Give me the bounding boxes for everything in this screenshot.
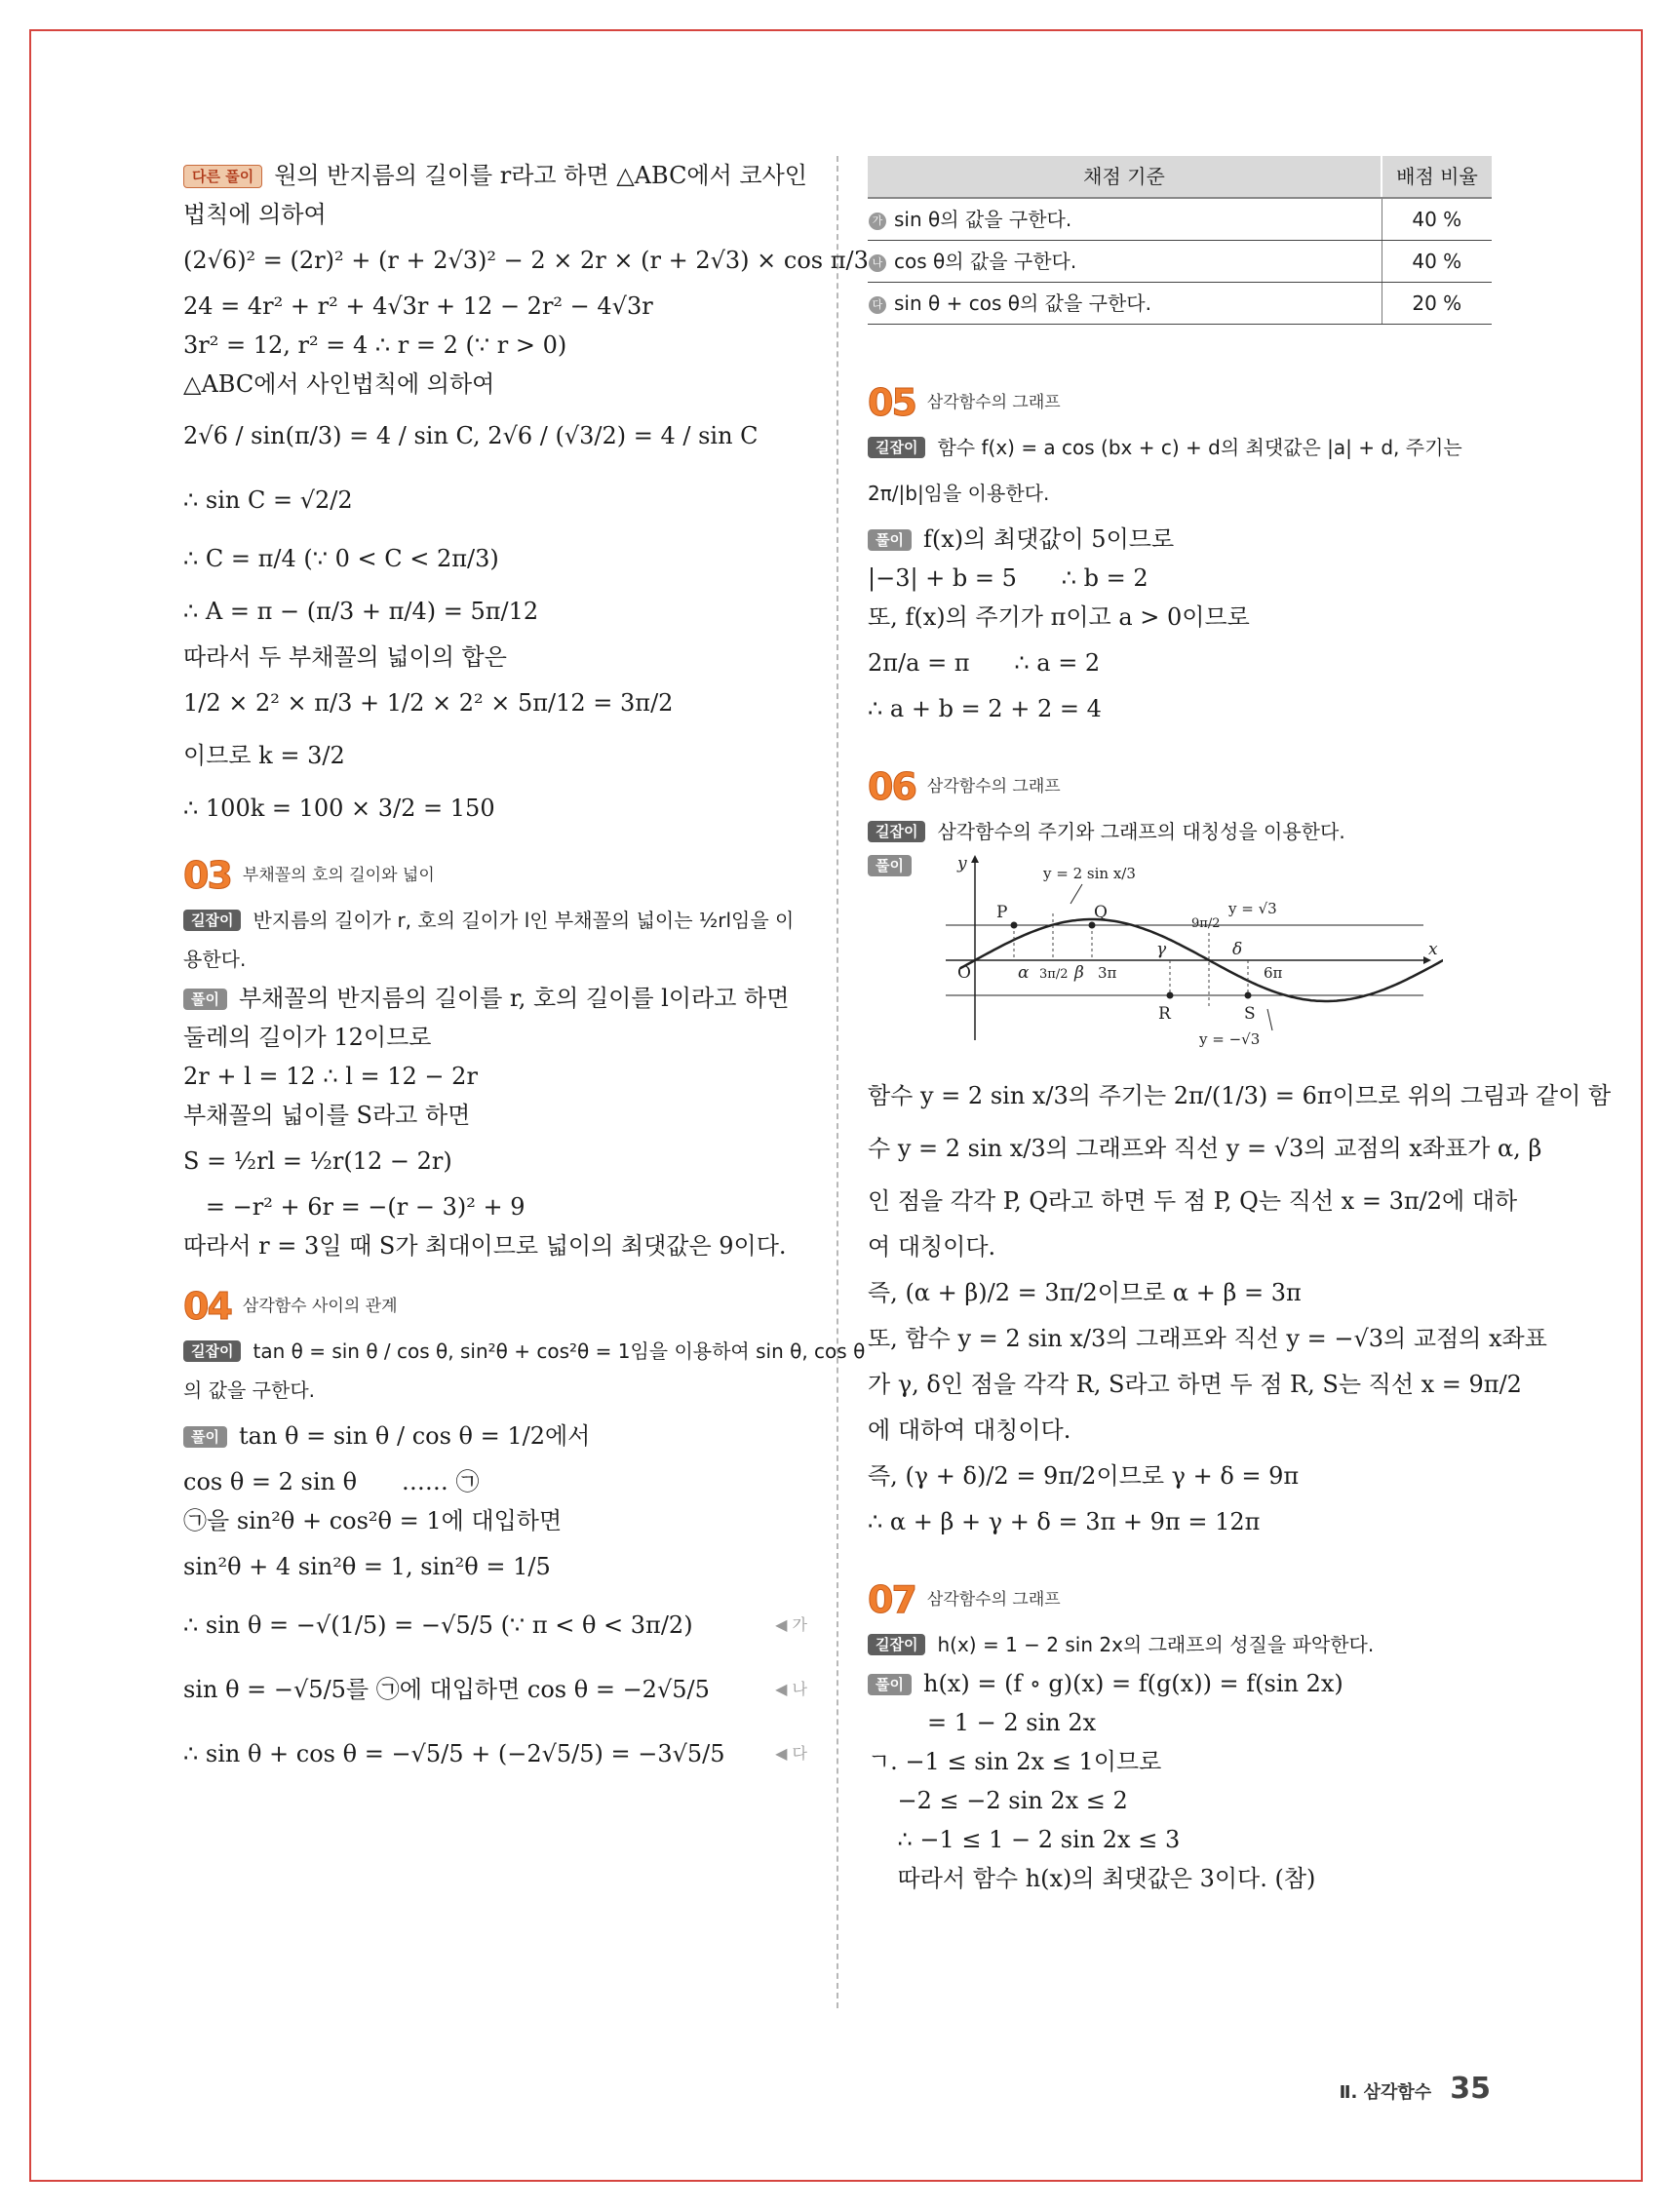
text-line: 법칙에 의하여 (183, 201, 327, 228)
equation-line: ∴ sin C = √2/2 (183, 486, 353, 514)
label-9pi-over-2: 9π/2 (1191, 916, 1221, 931)
equation-line: h(x) = (f ∘ g)(x) = f(g(x)) = f(sin 2x) (922, 1670, 1343, 1697)
label-x: x (1428, 940, 1438, 959)
section-title: 삼각함수의 그래프 (926, 1590, 1061, 1610)
text-line: 가 γ, δ인 점을 각각 R, S라고 하면 두 점 R, S는 직선 x = 9π/2 (868, 1371, 1522, 1398)
sine-graph (868, 855, 1492, 1050)
guide-text: 2π/|b|임을 이용한다. (868, 482, 1050, 505)
table-cell: 20 % (1382, 283, 1492, 325)
text-line: 부채꼴의 반지름의 길이를 r, 호의 길이를 l이라고 하면 (238, 985, 790, 1012)
guide-badge: 길잡이 (868, 1634, 925, 1655)
section-header-04 (183, 1287, 807, 1326)
guide-text: 반지름의 길이가 r, 호의 길이가 l인 부채꼴의 넓이는 ½rl임을 이 (253, 909, 795, 932)
table-row (868, 241, 1492, 283)
label-3pi: 3π (1098, 964, 1117, 982)
equation-line: ∴ C = π/4 (∵ 0 < C < 2π/3) (183, 545, 499, 572)
label-curve: y = 2 sin x/3 (1043, 865, 1136, 882)
point-s (1245, 992, 1252, 999)
marker-ga: ◀ 가 (775, 1615, 807, 1634)
guide-badge: 길잡이 (868, 437, 925, 458)
table-header: 배점 비율 (1382, 156, 1492, 198)
label-line-bottom: y = −√3 (1199, 1030, 1261, 1048)
table-cell: cos θ의 값을 구한다. (894, 250, 1077, 273)
text-line: △ABC에서 사인법칙에 의하여 (183, 370, 495, 398)
text-line: 둘레의 길이가 12이므로 (183, 1024, 432, 1051)
marker-na: ◀ 나 (775, 1680, 807, 1698)
solution-badge: 풀이 (868, 529, 912, 551)
guide-text: 용한다. (183, 948, 247, 971)
right-column (868, 156, 1612, 1898)
text-line: 따라서 함수 h(x)의 최댓값은 3이다. (참) (868, 1865, 1316, 1892)
table-row (868, 283, 1492, 325)
label-q: Q (1094, 903, 1108, 922)
y-axis-arrow-icon (971, 855, 979, 863)
text-line: 여 대칭이다. (868, 1233, 996, 1261)
text-line: 인 점을 각각 P, Q라고 하면 두 점 P, Q는 직선 x = 3π/2에 대하 (868, 1187, 1518, 1215)
text-line: 에 대하여 대칭이다. (868, 1416, 1071, 1444)
text-line: 또, f(x)의 주기가 π이고 a > 0이므로 (868, 603, 1250, 631)
solution-badge: 풀이 (868, 855, 912, 876)
section-number: 05 (868, 381, 915, 424)
page-number: 35 (1450, 2072, 1491, 2106)
section-title: 삼각함수의 그래프 (926, 393, 1061, 412)
equation-line: sin²θ + 4 sin²θ = 1, sin²θ = 1/5 (183, 1553, 551, 1580)
text-line: 또, 함수 y = 2 sin x/3의 그래프와 직선 y = −√3의 교점의 x좌표 (868, 1325, 1547, 1352)
equation-line: S = ½rl = ½r(12 − 2r) (183, 1147, 452, 1175)
text-line: ㉠을 sin²θ + cos²θ = 1에 대입하면 (183, 1507, 563, 1534)
section-title: 삼각함수 사이의 관계 (242, 1297, 398, 1316)
text-line: 원의 반지름의 길이를 r라고 하면 △ABC에서 코사인 (274, 162, 807, 189)
equation-line: |−3| + b = 5 ∴ b = 2 (868, 564, 1148, 592)
section-header-06 (868, 767, 1492, 806)
equation-line: 이므로 k = 3/2 (183, 742, 345, 769)
pointer-line-bottom (1267, 1009, 1272, 1030)
guide-badge: 길잡이 (183, 910, 241, 931)
label-line-top: y = √3 (1228, 900, 1277, 917)
label-beta: β (1074, 963, 1084, 983)
equation-line: 2r + l = 12 ∴ l = 12 − 2r (183, 1063, 478, 1090)
table-row (868, 198, 1492, 241)
mark-icon: 가 (869, 213, 886, 230)
equation-line: = 1 − 2 sin 2x (868, 1709, 1097, 1736)
guide-text: tan θ = sin θ / cos θ, sin²θ + cos²θ = 1임을 이용하여 sin θ, cos θ (253, 1339, 866, 1363)
equation-line: ∴ α + β + γ + δ = 3π + 9π = 12π (868, 1508, 1261, 1535)
text-line: 부채꼴의 넓이를 S라고 하면 (183, 1102, 471, 1129)
equation-line: 2√6 / sin(π/3) = 4 / sin C, 2√6 / (√3/2) = 4 / sin C (183, 422, 759, 449)
graph-svg (936, 855, 1443, 1050)
equation-line: cos θ = 2 sin θ …… ㉠ (183, 1468, 480, 1495)
equation-line: 즉, (γ + δ)/2 = 9π/2이므로 γ + δ = 9π (868, 1462, 1300, 1490)
equation-line: 2π/a = π ∴ a = 2 (868, 649, 1101, 677)
label-p: P (996, 903, 1008, 922)
label-s: S (1244, 1004, 1256, 1024)
equation-line: tan θ = sin θ / cos θ = 1/2에서 (238, 1422, 591, 1450)
section-number: 04 (183, 1285, 231, 1328)
scoring-table (868, 156, 1492, 325)
label-r: R (1158, 1004, 1171, 1024)
footer-section: Ⅱ. 삼각함수 (1339, 2082, 1432, 2103)
table-cell: sin θ + cos θ의 값을 구한다. (894, 291, 1151, 315)
page-footer (1340, 2072, 1491, 2106)
guide-text: 의 값을 구한다. (183, 1378, 315, 1402)
text-line: 수 y = 2 sin x/3의 그래프와 직선 y = √3의 교점의 x좌표가 α, β (868, 1135, 1542, 1162)
equation-line: ∴ A = π − (π/3 + π/4) = 5π/12 (183, 598, 539, 625)
section-title: 부채꼴의 호의 길이와 넓이 (242, 866, 435, 885)
point-p (1011, 922, 1018, 929)
equation-line: 24 = 4r² + r² + 4√3r + 12 − 2r² − 4√3r (183, 292, 653, 320)
text-line: f(x)의 최댓값이 5이므로 (922, 525, 1175, 553)
equation-line: (2√6)² = (2r)² + (r + 2√3)² − 2 × 2r × (r + 2√3) × cos π/3 (183, 247, 869, 274)
solution-badge: 풀이 (868, 1674, 912, 1695)
label-delta: δ (1232, 940, 1243, 959)
table-cell: 40 % (1382, 241, 1492, 283)
text-line: ㄱ. −1 ≤ sin 2x ≤ 1이므로 (868, 1748, 1162, 1775)
solution-badge: 풀이 (183, 989, 227, 1010)
alt-solution-badge: 다른 풀이 (183, 165, 262, 188)
equation-line: ∴ −1 ≤ 1 − 2 sin 2x ≤ 3 (868, 1826, 1181, 1853)
equation-line: sin θ = −√5/5를 ㉠에 대입하면 cos θ = −2√5/5 (183, 1676, 710, 1703)
equation-line: ∴ sin θ + cos θ = −√5/5 + (−2√5/5) = −3√5/5 (183, 1740, 725, 1767)
label-origin: O (957, 963, 971, 983)
label-gamma: γ (1156, 940, 1167, 959)
table-header: 채점 기준 (868, 156, 1382, 198)
table-cell: sin θ의 값을 구한다. (894, 208, 1072, 231)
guide-badge: 길잡이 (868, 821, 925, 842)
equation-line: −2 ≤ −2 sin 2x ≤ 2 (868, 1787, 1128, 1814)
section-title: 삼각함수의 그래프 (926, 777, 1061, 796)
marker-da: ◀ 다 (775, 1744, 807, 1763)
guide-text: h(x) = 1 − 2 sin 2x의 그래프의 성질을 파악한다. (937, 1633, 1375, 1656)
label-y: y (957, 855, 967, 873)
equation-line: = −r² + 6r = −(r − 3)² + 9 (183, 1193, 526, 1221)
mark-icon: 다 (869, 296, 886, 314)
text-line: 따라서 두 부채꼴의 넓이의 합은 (183, 643, 507, 671)
equation-line: ∴ 100k = 100 × 3/2 = 150 (183, 795, 495, 822)
table-cell: 40 % (1382, 198, 1492, 241)
section-number: 03 (183, 854, 231, 897)
left-column (183, 156, 869, 1786)
label-alpha: α (1018, 963, 1030, 983)
label-3pi-over-2: 3π/2 (1039, 967, 1069, 982)
column-divider (837, 156, 838, 2008)
equation-line: ∴ sin θ = −√(1/5) = −√5/5 (∵ π < θ < 3π/2) (183, 1611, 693, 1639)
equation-line: 1/2 × 2² × π/3 + 1/2 × 2² × 5π/12 = 3π/2 (183, 689, 674, 717)
guide-text: 함수 f(x) = a cos (bx + c) + d의 최댓값은 |a| + d, 주기는 (937, 436, 1462, 459)
point-q (1089, 922, 1096, 929)
label-6pi: 6π (1264, 964, 1283, 982)
text-line: 함수 y = 2 sin x/3의 주기는 2π/(1/3) = 6π이므로 위의 그림과 같이 함 (868, 1082, 1612, 1109)
mark-icon: 나 (869, 254, 886, 272)
guide-text: 삼각함수의 주기와 그래프의 대칭성을 이용한다. (937, 820, 1345, 843)
pointer-curve (1071, 884, 1082, 904)
guide-badge: 길잡이 (183, 1340, 241, 1362)
section-header-05 (868, 383, 1492, 422)
text-line: 따라서 r = 3일 때 S가 최대이므로 넓이의 최댓값은 9이다. (183, 1232, 787, 1260)
equation-line: 3r² = 12, r² = 4 ∴ r = 2 (∵ r > 0) (183, 331, 567, 359)
point-r (1167, 992, 1174, 999)
solution-badge: 풀이 (183, 1426, 227, 1448)
section-header-07 (868, 1580, 1492, 1619)
equation-line: ∴ a + b = 2 + 2 = 4 (868, 695, 1102, 722)
section-header-03 (183, 856, 807, 895)
section-number: 07 (868, 1578, 915, 1621)
equation-line: 즉, (α + β)/2 = 3π/2이므로 α + β = 3π (868, 1279, 1302, 1306)
section-number: 06 (868, 765, 915, 808)
